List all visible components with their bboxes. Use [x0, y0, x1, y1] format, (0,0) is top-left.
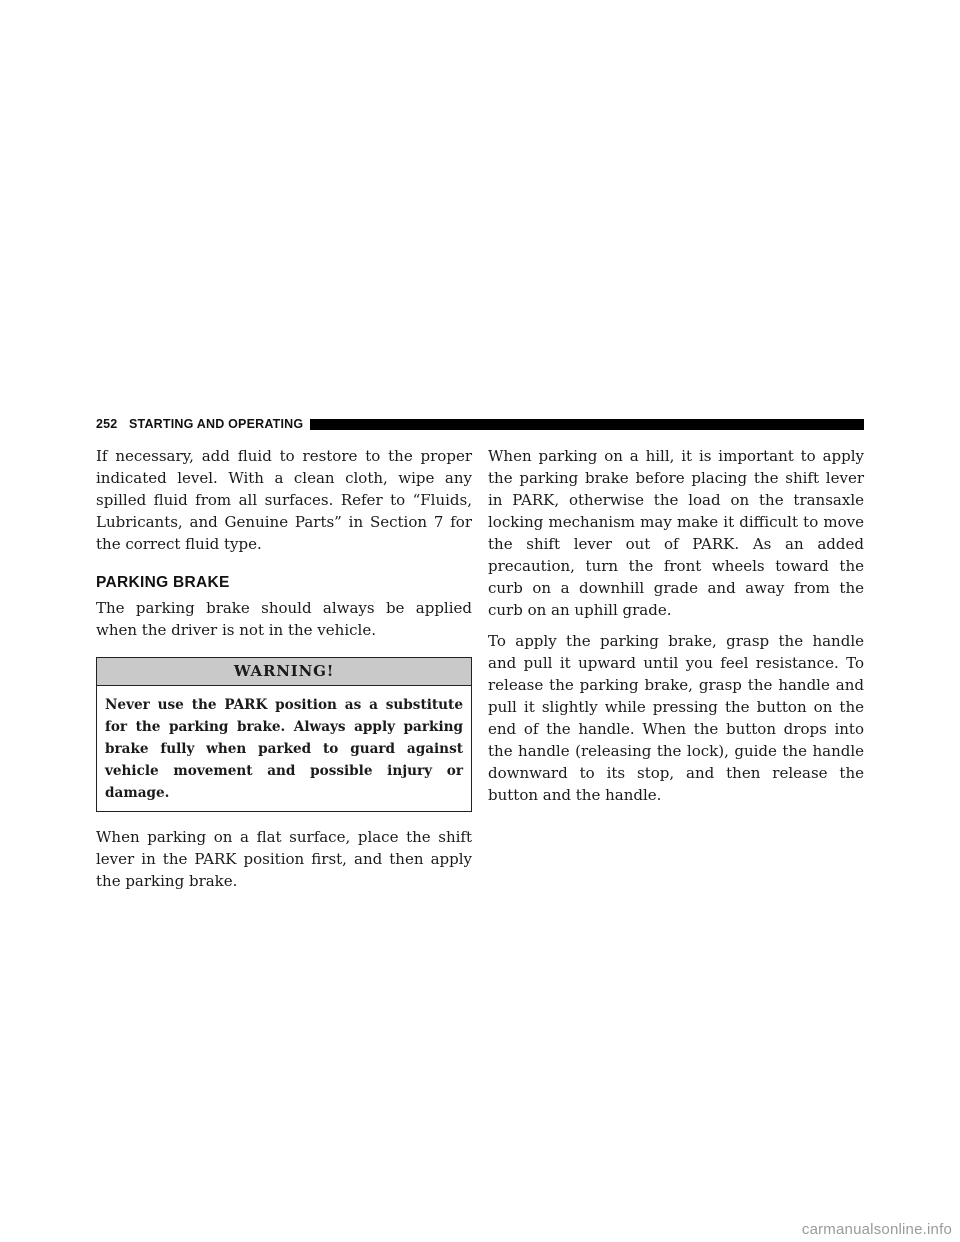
warning-title: WARNING! [97, 658, 471, 686]
right-column [488, 445, 864, 815]
section-heading: PARKING BRAKE [96, 574, 230, 591]
watermark: carmanualsonline.info [801, 1221, 952, 1238]
paragraph-hill-parking: When parking on a hill, it is important to apply the parking brake before placing the shift lever in PARK, otherwise the load on the transaxle locking mechanism may make it difficult to move the shift lever out of PARK. As an added precaution, turn the front wheels toward the curb on a downhill grade and away from the curb on an uphill grade. [488, 447, 864, 619]
paragraph-fluid-level: If necessary, add fluid to restore to the proper indicated level. With a clean cloth, wipe any spilled fluid from all surfaces. Refer to “Fluids, Lubricants, and Genuine Parts” in Section 7 for the correct fluid type. [96, 447, 472, 553]
left-column [96, 445, 472, 901]
page-header [96, 416, 864, 436]
page-number: 252 [96, 417, 118, 431]
warning-body: Never use the PARK position as a substitute for the parking brake. Always apply parking brake fully when parked to guard against vehicle movement and possible injury or damage. [105, 697, 463, 801]
warning-box [96, 657, 472, 812]
paragraph-apply-release: To apply the parking brake, grasp the handle and pull it upward until you feel resistance. To release the parking brake, grasp the handle and pull it slightly while pressing the button on the end of the handle. When the button drops into the handle (releasing the lock), guide the handle downward to its stop, and then release the button and the handle. [488, 632, 864, 804]
section-title: STARTING AND OPERATING [129, 417, 304, 431]
header-rule [310, 419, 864, 430]
paragraph-parking-brake-intro: The parking brake should always be applied when the driver is not in the vehicle. [96, 599, 472, 639]
paragraph-flat-surface: When parking on a flat surface, place the shift lever in the PARK position first, and then apply the parking brake. [96, 828, 472, 890]
